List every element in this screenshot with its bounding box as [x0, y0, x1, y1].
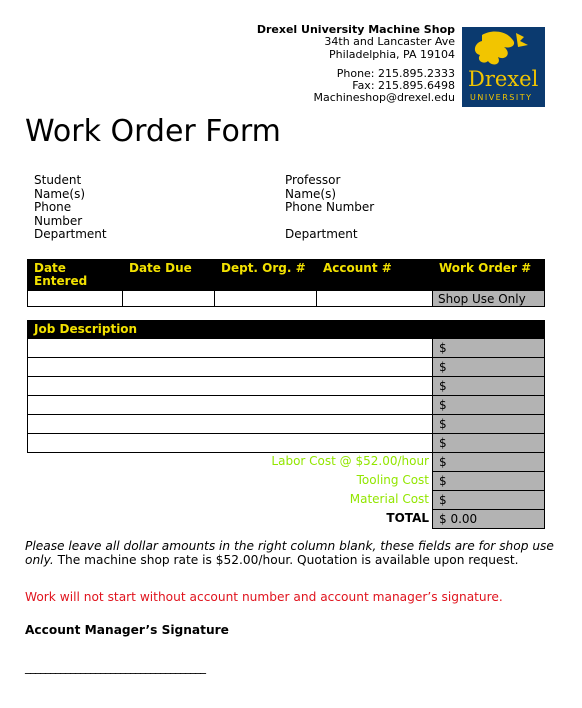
shop-address-1: 34th and Lancaster Ave	[324, 35, 455, 49]
labor-cost-label: Labor Cost @ $52.00/hour	[271, 454, 429, 468]
header-work-order: Work Order #	[433, 260, 545, 291]
date-entered-field[interactable]	[28, 291, 123, 307]
student-number-label: Number	[34, 213, 83, 228]
shop-name: Drexel University Machine Shop	[256, 23, 455, 36]
student-label: Student	[34, 173, 82, 187]
shop-phone: Phone: 215.895.2333	[336, 66, 455, 80]
header-job-description: Job Description	[28, 321, 433, 339]
job-row-4[interactable]	[28, 396, 433, 415]
job-row-5[interactable]	[28, 415, 433, 434]
header-dept-org: Dept. Org. #	[215, 260, 317, 291]
tooling-cost-label: Tooling Cost	[356, 473, 429, 487]
account-field[interactable]	[317, 291, 433, 307]
tooling-cost-amount: $	[433, 472, 545, 491]
header-account: Account #	[317, 260, 433, 291]
professor-label: Professor	[285, 173, 341, 187]
professor-department-label: Department	[285, 227, 358, 241]
drexel-logo	[462, 27, 545, 107]
signature-line[interactable]: ____________________________________	[25, 660, 205, 674]
logo-sub: UNIVERSITY	[470, 93, 533, 102]
student-info-block	[34, 174, 107, 242]
professor-info-block	[285, 174, 374, 242]
amount-cell: $	[433, 358, 545, 377]
professor-phone-label: Phone Number	[285, 200, 375, 214]
signature-label: Account Manager’s Signature	[25, 623, 229, 637]
job-row-2[interactable]	[28, 358, 433, 377]
warning-text: Work will not start without account number and account manager’s signature.	[25, 590, 503, 604]
shop-use-only-cell: Shop Use Only	[433, 291, 545, 307]
job-row-6[interactable]	[28, 434, 433, 453]
amount-cell: $	[433, 396, 545, 415]
dept-org-field[interactable]	[215, 291, 317, 307]
job-row-1[interactable]	[28, 339, 433, 358]
note-italic: Please leave all dollar amounts in the right column blank, these fields are for shop use only.	[25, 539, 554, 567]
material-cost-label: Material Cost	[349, 492, 429, 506]
job-description-table	[27, 320, 545, 529]
order-info-table	[27, 259, 545, 307]
amount-cell: $	[433, 434, 545, 453]
amount-cell: $	[433, 377, 545, 396]
amount-cell: $	[433, 339, 545, 358]
shop-fax: Fax: 215.895.6498	[352, 79, 455, 93]
amount-cell: $	[433, 415, 545, 434]
professor-names-label: Name(s)	[285, 186, 337, 201]
total-amount: $ 0.00	[433, 510, 545, 529]
page-title: Work Order Form	[25, 114, 281, 149]
labor-cost-amount: $	[433, 453, 545, 472]
logo-word: Drexel	[468, 67, 539, 91]
student-department-label: Department	[34, 227, 107, 241]
job-row-3[interactable]	[28, 377, 433, 396]
shop-contact-block	[257, 24, 455, 105]
student-names-label: Name(s)	[34, 186, 86, 201]
date-due-field[interactable]	[123, 291, 215, 307]
header-date-entered: Date Entered	[28, 260, 123, 291]
material-cost-amount: $	[433, 491, 545, 510]
shop-email: Machineshop@drexel.edu	[313, 91, 455, 105]
note-text	[25, 539, 555, 567]
student-phone-label: Phone	[34, 200, 72, 214]
note-normal: The machine shop rate is $52.00/hour. Quotation is available upon request.	[53, 553, 519, 567]
total-label: TOTAL	[386, 511, 429, 525]
shop-address-2: Philadelphia, PA 19104	[329, 47, 455, 61]
header-date-due: Date Due	[123, 260, 215, 291]
